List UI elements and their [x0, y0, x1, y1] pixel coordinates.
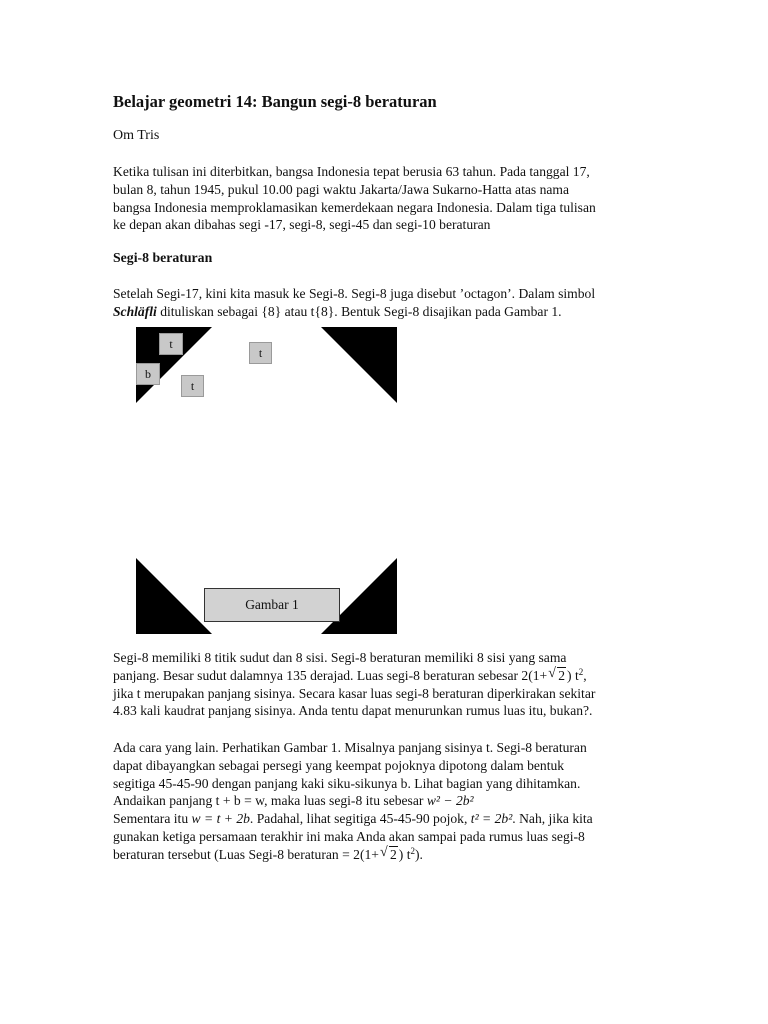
- intro-paragraph: [113, 163, 658, 234]
- section-heading: Segi-8 beraturan: [113, 250, 213, 265]
- author-name: Om Tris: [113, 128, 160, 143]
- math-expression: t² = 2b²: [470, 811, 513, 827]
- sqrt-sign: √: [379, 844, 388, 860]
- intro-line: ke depan akan dibahas segi -17, segi-8, segi-45 dan segi-10 beraturan: [113, 217, 491, 233]
- paragraph-text: Sementara itu: [113, 811, 189, 827]
- paragraph-line: jika t merupakan panjang sisinya. Secara kasar luas segi-8 beraturan diperkirakan sekitar: [113, 685, 596, 701]
- intro-line: Ketika tulisan ini diterbitkan, bangsa Indonesia tepat berusia 63 tahun. Pada tanggal 17,: [113, 164, 590, 179]
- paragraph-text: . Padahal, lihat segitiga 45-45-90 pojok,: [249, 811, 468, 827]
- page-title: Belajar geometri 14: Bangun segi-8 beraturan: [113, 92, 437, 111]
- paragraph-text: ,: [583, 667, 587, 683]
- sqrt-expression: [380, 846, 398, 864]
- paragraph-line: 4.83 kali kaudrat panjang sisinya. Anda tentu dapat menurunkan rumus luas itu, bukan?.: [113, 703, 593, 719]
- paragraph-text: beraturan tersebut (Luas Segi-8 beraturan = 2(1+: [113, 846, 379, 862]
- math-expression: w = t + 2b: [191, 811, 250, 827]
- paragraph-line: gunakan ketiga persamaan terakhir ini maka Anda akan sampai pada rumus luas segi-8: [113, 828, 585, 844]
- paragraph-line: segitiga 45-45-90 dengan panjang kaki siku-sikunya b. Lihat bagian yang dihitamkan.: [113, 775, 581, 791]
- paragraph-text: ) t: [567, 667, 579, 683]
- math-expression: w² − 2b²: [426, 793, 474, 809]
- paragraph-text: ).: [414, 846, 423, 862]
- paragraph-line: Setelah Segi-17, kini kita masuk ke Segi-8. Segi-8 juga disebut ’octagon’. Dalam simbol: [113, 286, 596, 301]
- sqrt-radicand: 2: [558, 667, 566, 683]
- sqrt-expression: [548, 667, 566, 685]
- label-t-diagonal: t: [181, 375, 204, 397]
- paragraph-text: panjang. Besar sudut dalamnya 135 derajad. Luas segi-8 beraturan sebesar 2(1+: [113, 667, 548, 683]
- paragraph-schlafli: [113, 285, 658, 321]
- label-t-top: t: [159, 333, 183, 355]
- paragraph-text: ) t: [398, 846, 411, 862]
- intro-line: bulan 8, tahun 1945, pukul 10.00 pagi waktu Jakarta/Jawa Sukarno-Hatta atas nama: [113, 181, 570, 197]
- paragraph-area-formula: [113, 649, 658, 720]
- sqrt-sign: √: [548, 665, 556, 681]
- paragraph-line: [113, 846, 658, 864]
- paragraph-line: dapat dibayangkan sebagai persegi yang keempat pojoknya dipotong dalam bentuk: [113, 757, 565, 773]
- paragraph-text: Andaikan panjang t + b = w, maka luas segi-8 itu sebesar: [113, 793, 424, 809]
- exponent: 2: [410, 845, 415, 856]
- intro-line: bangsa Indonesia memproklamasikan kemerdekaan negara Indonesia. Dalam tiga tulisan: [113, 199, 596, 215]
- paragraph-derivation: [113, 739, 658, 864]
- schlafli-term: Schläfli: [113, 303, 157, 319]
- exponent: 2: [578, 666, 584, 677]
- octagon-figure: [136, 327, 397, 634]
- paragraph-line: [113, 810, 658, 828]
- paragraph-line: [113, 667, 658, 685]
- paragraph-text: . Nah, jika kita: [512, 811, 593, 827]
- label-t-inner: t: [249, 342, 272, 364]
- paragraph-line: Ada cara yang lain. Perhatikan Gambar 1. Misalnya panjang sisinya t. Segi-8 beraturan: [113, 740, 587, 755]
- paragraph-line: Segi-8 memiliki 8 titik sudut dan 8 sisi. Segi-8 beraturan memiliki 8 sisi yang sama: [113, 650, 567, 665]
- label-b: b: [136, 363, 160, 385]
- paragraph-text: dituliskan sebagai {8} atau t{8}. Bentuk Segi-8 disajikan pada Gambar 1.: [156, 303, 562, 319]
- paragraph-line: [113, 792, 658, 810]
- sqrt-radicand: 2: [389, 846, 397, 862]
- paragraph-line: [113, 303, 658, 321]
- figure-caption: Gambar 1: [204, 588, 340, 622]
